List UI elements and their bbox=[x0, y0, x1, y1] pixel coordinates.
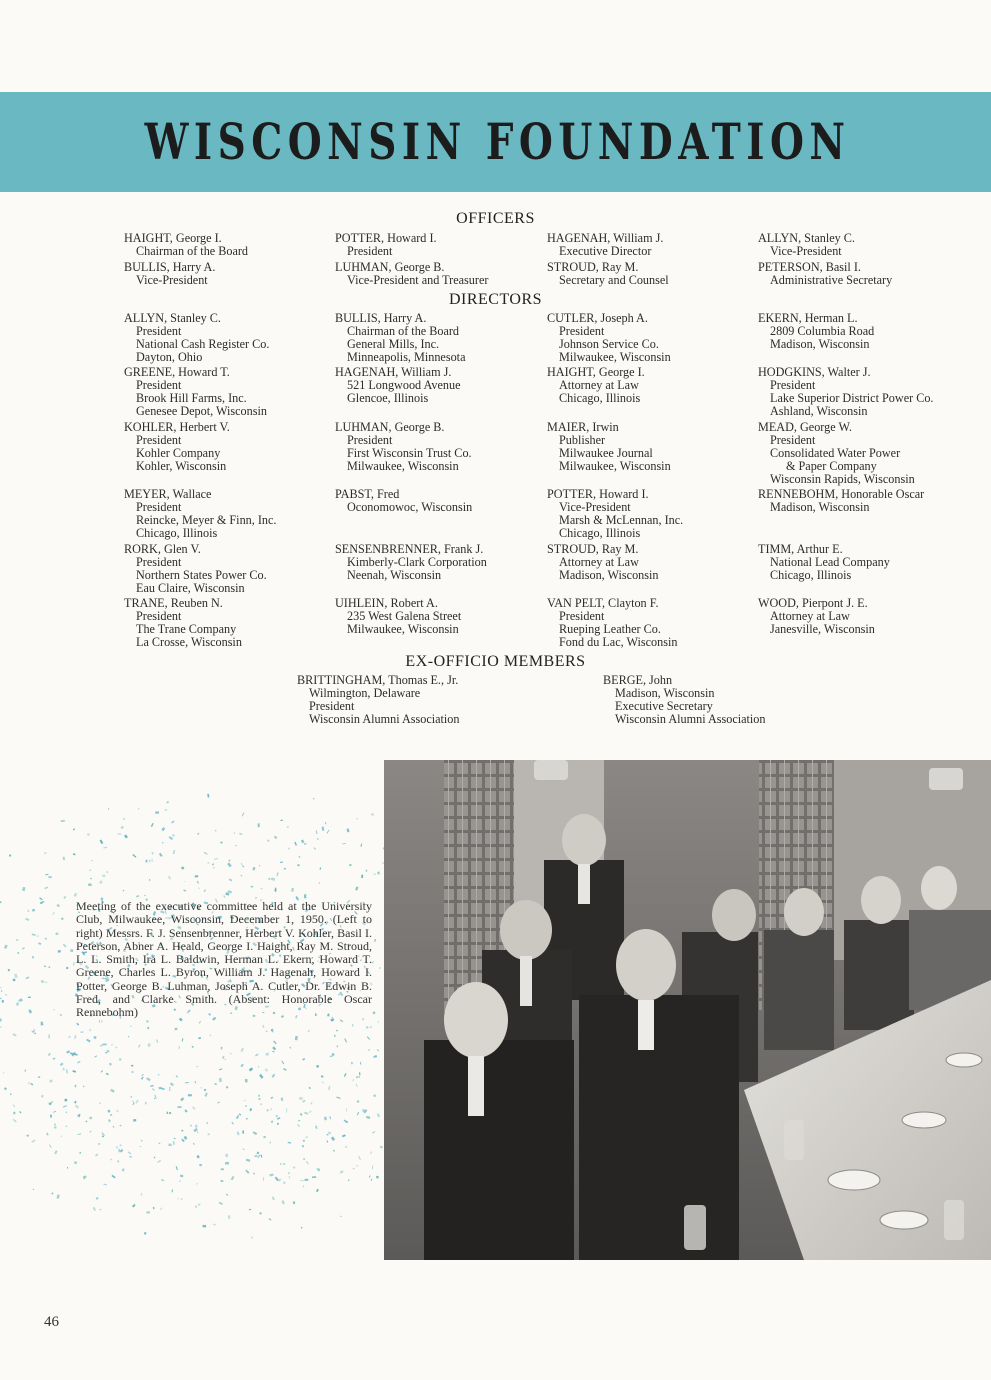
officer-name: BULLIS, Harry A. bbox=[124, 260, 216, 274]
director-detail: Glencoe, Illinois bbox=[347, 391, 429, 405]
director-entry bbox=[335, 312, 465, 364]
director-name: POTTER, Howard I. bbox=[547, 487, 649, 501]
officers-heading: OFFICERS bbox=[456, 210, 535, 227]
ex-officio-heading: EX-OFFICIO MEMBERS bbox=[405, 653, 586, 670]
officer-name: POTTER, Howard I. bbox=[335, 231, 437, 245]
director-name: VAN PELT, Clayton F. bbox=[547, 596, 659, 610]
officer-title: Secretary and Counsel bbox=[559, 273, 669, 287]
director-detail: Fond du Lac, Wisconsin bbox=[559, 635, 678, 649]
officer-entry bbox=[335, 261, 488, 287]
director-detail: Attorney at Law bbox=[559, 378, 639, 392]
director-detail: Vice-President bbox=[559, 500, 631, 514]
director-entry bbox=[335, 543, 487, 582]
officer-entry bbox=[124, 261, 215, 287]
director-name: CUTLER, Joseph A. bbox=[547, 311, 648, 325]
director-detail: Milwaukee, Wisconsin bbox=[347, 622, 459, 636]
directors-heading: DIRECTORS bbox=[448, 291, 543, 308]
director-name: TIMM, Arthur E. bbox=[758, 542, 843, 556]
director-name: ALLYN, Stanley C. bbox=[124, 311, 221, 325]
director-entry bbox=[124, 312, 269, 364]
officer-title: Vice-President and Treasurer bbox=[347, 273, 489, 287]
director-name: STROUD, Ray M. bbox=[547, 542, 639, 556]
ex-officio-detail: Wisconsin Alumni Association bbox=[309, 712, 460, 726]
ex-officio-name: BRITTINGHAM, Thomas E., Jr. bbox=[297, 673, 459, 687]
officer-entry bbox=[335, 232, 437, 258]
director-detail: Johnson Service Co. bbox=[559, 337, 659, 351]
director-name: MAIER, Irwin bbox=[547, 420, 619, 434]
director-detail: Madison, Wisconsin bbox=[559, 568, 659, 582]
ex-officio-detail: Executive Secretary bbox=[615, 699, 713, 713]
director-entry bbox=[758, 366, 933, 418]
officer-name: LUHMAN, George B. bbox=[335, 260, 445, 274]
officer-title: Executive Director bbox=[559, 244, 652, 258]
director-detail: Marsh & McLennan, Inc. bbox=[559, 513, 684, 527]
director-entry bbox=[758, 312, 874, 351]
director-detail: Chairman of the Board bbox=[347, 324, 460, 338]
director-entry bbox=[758, 488, 924, 514]
director-detail: President bbox=[136, 555, 182, 569]
director-name: GREENE, Howard T. bbox=[124, 365, 230, 379]
director-name: MEAD, George W. bbox=[758, 420, 852, 434]
director-detail: President bbox=[136, 609, 182, 623]
director-detail: Ashland, Wisconsin bbox=[770, 404, 868, 418]
director-name: HAIGHT, George I. bbox=[547, 365, 645, 379]
director-entry bbox=[547, 421, 671, 473]
director-entry bbox=[758, 597, 875, 636]
decorative-splatter bbox=[0, 780, 390, 1260]
director-detail: Madison, Wisconsin bbox=[770, 337, 870, 351]
director-detail: Genesee Depot, Wisconsin bbox=[136, 404, 267, 418]
director-entry bbox=[758, 543, 890, 582]
officer-title: Vice-President bbox=[136, 273, 208, 287]
director-detail: Kohler, Wisconsin bbox=[136, 459, 227, 473]
director-name: RORK, Glen V. bbox=[124, 542, 201, 556]
director-entry bbox=[547, 597, 677, 649]
director-detail: Kimberly-Clark Corporation bbox=[347, 555, 487, 569]
director-detail: Janesville, Wisconsin bbox=[770, 622, 875, 636]
director-entry bbox=[547, 488, 683, 540]
director-detail: Brook Hill Farms, Inc. bbox=[136, 391, 247, 405]
director-entry bbox=[124, 597, 242, 649]
officer-title: Vice-President bbox=[770, 244, 842, 258]
ex-officio-detail: President bbox=[309, 699, 355, 713]
ex-officio-entry bbox=[603, 674, 766, 726]
director-detail: Reincke, Meyer & Finn, Inc. bbox=[136, 513, 277, 527]
director-detail: Attorney at Law bbox=[559, 555, 639, 569]
director-detail: President bbox=[136, 324, 182, 338]
ex-officio-name: BERGE, John bbox=[603, 673, 673, 687]
officer-title: Administrative Secretary bbox=[770, 273, 893, 287]
director-detail: & Paper Company bbox=[786, 459, 877, 473]
director-entry bbox=[547, 366, 645, 405]
ex-officio-detail: Madison, Wisconsin bbox=[615, 686, 715, 700]
director-detail: Publisher bbox=[559, 433, 606, 447]
director-detail: Milwaukee, Wisconsin bbox=[559, 350, 671, 364]
officer-title: Chairman of the Board bbox=[136, 244, 249, 258]
officer-name: HAGENAH, William J. bbox=[547, 231, 664, 245]
officer-name: ALLYN, Stanley C. bbox=[758, 231, 855, 245]
director-entry bbox=[124, 488, 276, 540]
director-detail: Minneapolis, Minnesota bbox=[347, 350, 466, 364]
director-detail: First Wisconsin Trust Co. bbox=[347, 446, 472, 460]
officer-entry bbox=[547, 261, 669, 287]
director-name: RENNEBOHM, Honorable Oscar bbox=[758, 487, 925, 501]
director-detail: General Mills, Inc. bbox=[347, 337, 440, 351]
director-name: SENSENBRENNER, Frank J. bbox=[335, 542, 484, 556]
director-detail: Chicago, Illinois bbox=[136, 526, 218, 540]
director-name: BULLIS, Harry A. bbox=[335, 311, 427, 325]
director-entry bbox=[547, 543, 659, 582]
director-detail: Chicago, Illinois bbox=[770, 568, 852, 582]
director-detail: Eau Claire, Wisconsin bbox=[136, 581, 245, 595]
director-detail: President bbox=[136, 433, 182, 447]
director-detail: The Trane Company bbox=[136, 622, 237, 636]
director-detail: President bbox=[559, 609, 605, 623]
director-detail: President bbox=[347, 433, 393, 447]
director-name: MEYER, Wallace bbox=[124, 487, 212, 501]
director-detail: Kohler Company bbox=[136, 446, 221, 460]
director-detail: Lake Superior District Power Co. bbox=[770, 391, 934, 405]
meeting-photo bbox=[384, 760, 991, 1260]
director-detail: Madison, Wisconsin bbox=[770, 500, 870, 514]
director-detail: Oconomowoc, Wisconsin bbox=[347, 500, 473, 514]
director-name: UIHLEIN, Robert A. bbox=[335, 596, 438, 610]
director-name: PABST, Fred bbox=[335, 487, 400, 501]
director-entry bbox=[335, 366, 461, 405]
director-detail: La Crosse, Wisconsin bbox=[136, 635, 242, 649]
ex-officio-detail: Wilmington, Delaware bbox=[309, 686, 421, 700]
director-entry bbox=[335, 488, 472, 514]
director-detail: Consolidated Water Power bbox=[770, 446, 901, 460]
officer-entry bbox=[758, 261, 892, 287]
director-name: KOHLER, Herbert V. bbox=[124, 420, 230, 434]
director-entry bbox=[547, 312, 671, 364]
director-detail: Dayton, Ohio bbox=[136, 350, 203, 364]
director-name: EKERN, Herman L. bbox=[758, 311, 858, 325]
officer-entry bbox=[124, 232, 248, 258]
director-detail: President bbox=[770, 433, 816, 447]
director-detail: President bbox=[136, 500, 182, 514]
director-detail: 2809 Columbia Road bbox=[770, 324, 875, 338]
director-detail: Chicago, Illinois bbox=[559, 391, 641, 405]
officer-entry bbox=[547, 232, 663, 258]
director-entry bbox=[124, 421, 230, 473]
director-detail: Northern States Power Co. bbox=[136, 568, 267, 582]
director-detail: 235 West Galena Street bbox=[347, 609, 462, 623]
officer-name: STROUD, Ray M. bbox=[547, 260, 639, 274]
director-detail: Neenah, Wisconsin bbox=[347, 568, 442, 582]
director-detail: 521 Longwood Avenue bbox=[347, 378, 461, 392]
director-entry bbox=[335, 421, 472, 473]
page-title: WISCONSIN FOUNDATION bbox=[144, 112, 851, 171]
director-detail: Milwaukee, Wisconsin bbox=[347, 459, 459, 473]
director-detail: Attorney at Law bbox=[770, 609, 850, 623]
officer-entry bbox=[758, 232, 855, 258]
director-detail: Milwaukee, Wisconsin bbox=[559, 459, 671, 473]
director-detail: President bbox=[136, 378, 182, 392]
director-detail: Wisconsin Rapids, Wisconsin bbox=[770, 472, 915, 486]
director-entry bbox=[335, 597, 461, 636]
director-entry bbox=[758, 421, 915, 486]
director-entry bbox=[124, 543, 267, 595]
officer-title: President bbox=[347, 244, 393, 258]
officer-name: HAIGHT, George I. bbox=[124, 231, 222, 245]
page-number: 46 bbox=[44, 1314, 59, 1330]
director-name: HODGKINS, Walter J. bbox=[758, 365, 871, 379]
director-detail: Chicago, Illinois bbox=[559, 526, 641, 540]
photo-caption: Meeting of the executive committee held at the University Club, Milwaukee, Wisconsin, December 1, 1950. (Left to right) Messrs. F. J. Sensenbrenner, Herbert V. Kohler, Basil I. Peterson, Abner A. Heald, George I. Haight, Ray M. Stroud, L. L. Smith, Ira L. Baldwin, Herman L. Ekern, Howard T. Greene, Charles L. Byron, William J. Hagenah, Howard I. Potter, George B. Luhman, Joseph A. Cutler, Dr. Edwin B. Fred, and Clarke Smith. (Absent: Honorable Oscar Rennebohm) bbox=[76, 899, 372, 1020]
director-detail: President bbox=[770, 378, 816, 392]
ex-officio-entry bbox=[297, 674, 460, 726]
director-name: LUHMAN, George B. bbox=[335, 420, 445, 434]
director-detail: President bbox=[559, 324, 605, 338]
director-detail: National Cash Register Co. bbox=[136, 337, 270, 351]
director-detail: Rueping Leather Co. bbox=[559, 622, 661, 636]
director-detail: National Lead Company bbox=[770, 555, 890, 569]
director-entry bbox=[124, 366, 267, 418]
director-name: HAGENAH, William J. bbox=[335, 365, 452, 379]
ex-officio-detail: Wisconsin Alumni Association bbox=[615, 712, 766, 726]
director-name: WOOD, Pierpont J. E. bbox=[758, 596, 868, 610]
officer-name: PETERSON, Basil I. bbox=[758, 260, 861, 274]
director-name: TRANE, Reuben N. bbox=[124, 596, 223, 610]
director-detail: Milwaukee Journal bbox=[559, 446, 653, 460]
